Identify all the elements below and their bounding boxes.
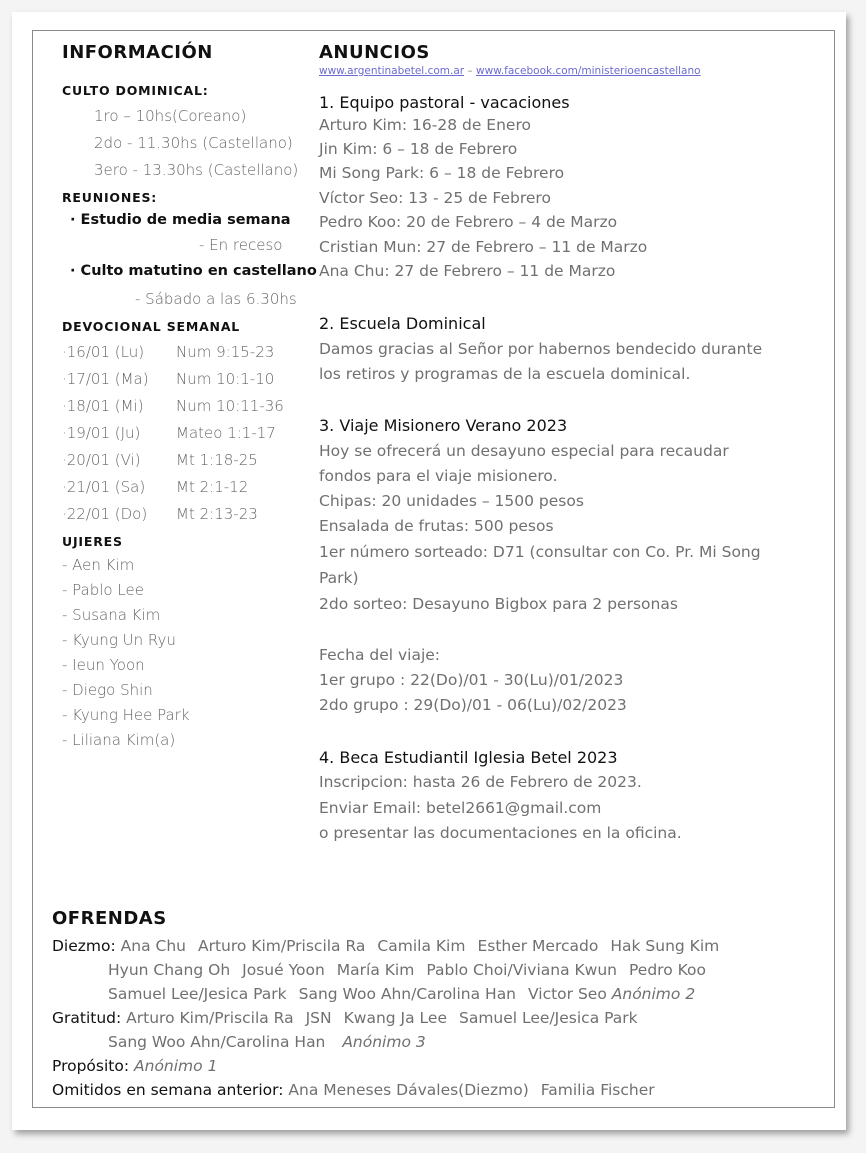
donor-name: JSN [305,1009,332,1027]
donor-name: Sang Woo Ahn/Carolina Han [298,985,517,1003]
diezmo-line [108,985,695,1003]
anuncios-title: ANUNCIOS [319,42,430,63]
anuncio-line: Víctor Seo: 13 - 25 de Febrero [319,189,551,207]
devocional-ref: Num 10:11-36 [176,397,284,415]
anuncio-line: Damos gracias al Señor por habernos bendecido durante [319,340,763,358]
donor-name: Esther Mercado [477,937,599,955]
reuniones-title: REUNIONES: [62,190,158,205]
proposito-line [52,1057,217,1075]
donor-name: Arturo Kim/Priscila Ra [126,1009,294,1027]
culto-item: 1ro – 10hs(Coreano) [94,107,247,125]
reunion-detail: - En receso [199,236,283,254]
donor-name: Sang Woo Ahn/Carolina Han [108,1033,326,1051]
anuncio-line: Pedro Koo: 20 de Febrero – 4 de Marzo [319,213,618,231]
donor-name: Samuel Lee/Jesica Park [459,1009,638,1027]
website-link[interactable]: www.argentinabetel.com.ar [319,65,465,77]
culto-item: 3ero - 13.30hs (Castellano) [94,161,299,179]
anuncio-line: Arturo Kim: 16-28 de Enero [319,116,531,134]
anuncio-line: Fecha del viaje: [319,646,441,664]
omitidos-line [52,1081,655,1099]
donor-name: Hak Sung Kim [610,937,720,955]
anuncio-4-title: 4. Beca Estudiantil Iglesia Betel 2023 [319,748,618,767]
anuncio-line: Enviar Email: betel2661@gmail.com [319,799,602,817]
anuncio-line: 2do sorteo: Desayuno Bigbox para 2 personas [319,595,678,613]
ujier-item: - Ieun Yoon [62,656,145,674]
donor-name: Kwang Ja Lee [343,1009,447,1027]
anuncio-line: Ana Chu: 27 de Febrero – 11 de Marzo [319,262,616,280]
anuncio-line: Park) [319,569,359,587]
info-title: INFORMACIÓN [62,42,213,63]
anuncio-line: Mi Song Park: 6 – 18 de Febrero [319,164,565,182]
donor-name: Samuel Lee/Jesica Park [108,985,287,1003]
ujier-item: - Susana Kim [62,606,161,624]
culto-title: CULTO DOMINICAL: [62,83,209,98]
ujier-item: - Diego Shin [62,681,153,699]
devocional-title: DEVOCIONAL SEMANAL [62,319,241,334]
reunion-name: · Estudio de media semana [70,212,291,228]
proposito-label: Propósito: [52,1057,130,1075]
ujieres-title: UJIERES [62,534,123,549]
anuncio-line: Chipas: 20 unidades – 1500 pesos [319,492,584,510]
anuncio-line: 1er grupo : 22(Do)/01 - 30(Lu)/01/2023 [319,671,624,689]
culto-item: 2do - 11.30hs (Castellano) [94,134,293,152]
facebook-link[interactable]: www.facebook.com/ministerioencastellano [476,65,701,77]
donor-name: Josué Yoon [242,961,325,979]
devocional-date: ·22/01 (Do) [62,505,148,523]
anuncio-line: Inscripcion: hasta 26 de Febrero de 2023. [319,773,642,791]
anuncio-line: 1er número sorteado: D71 (consultar con Co. Pr. Mi Song [319,543,761,561]
web-links [319,65,701,77]
anuncio-line: fondos para el viaje misionero. [319,467,558,485]
anuncio-line: los retiros y programas de la escuela dominical. [319,365,691,383]
devocional-date: ·18/01 (Mi) [62,397,144,415]
ujier-item: - Liliana Kim(a) [62,731,176,749]
donor-name: Victor Seo [528,985,607,1003]
anuncio-line: 2do grupo : 29(Do)/01 - 06(Lu)/02/2023 [319,696,627,714]
devocional-ref: Mt 2:13-23 [176,505,258,523]
donor-name: Ana Chu [120,937,186,955]
donor-name: Hyun Chang Oh [108,961,231,979]
anuncio-line: o presentar las documentaciones en la oficina. [319,824,682,842]
anonymous-donor: Anónimo 3 [342,1033,426,1051]
diezmo-label: Diezmo: [52,937,116,955]
donor-name: Ana Meneses Dávales(Diezmo) [288,1081,529,1099]
donor-name: Pedro Koo [629,961,706,979]
anuncio-1-title: 1. Equipo pastoral - vacaciones [319,93,570,112]
anuncio-line: Ensalada de frutas: 500 pesos [319,517,554,535]
devocional-date: ·21/01 (Sa) [62,478,146,496]
devocional-date: ·19/01 (Ju) [62,424,141,442]
anuncio-line: Jin Kim: 6 – 18 de Febrero [319,140,518,158]
gratitud-line [108,1033,426,1051]
anuncio-2-title: 2. Escuela Dominical [319,314,486,333]
link-separator: – [464,65,477,77]
donor-name: Arturo Kim/Priscila Ra [197,937,366,955]
donor-name: Camila Kim [377,937,466,955]
anuncio-line: Hoy se ofrecerá un desayuno especial para recaudar [319,442,729,460]
ujier-item: - Kyung Un Ryu [62,631,176,649]
devocional-ref: Mateo 1:1-17 [176,424,276,442]
ujier-item: - Pablo Lee [62,581,144,599]
reunion-name: · Culto matutino en castellano [70,263,317,279]
devocional-date: ·17/01 (Ma) [62,370,149,388]
ujier-item: - Kyung Hee Park [62,706,190,724]
gratitud-line [52,1009,650,1027]
devocional-ref: Num 10:1-10 [176,370,275,388]
anonymous-donor: Anónimo 1 [134,1057,218,1075]
donor-name: Pablo Choi/Viviana Kwun [426,961,617,979]
gratitud-label: Gratitud: [52,1009,122,1027]
anonymous-donor: Anónimo 2 [611,985,696,1003]
omitidos-label: Omitidos en semana anterior: [52,1081,284,1099]
reunion-detail: - Sábado a las 6.30hs [135,290,297,308]
diezmo-line [108,961,718,979]
diezmo-line [52,937,731,955]
devocional-ref: Mt 2:1-12 [176,478,249,496]
devocional-date: ·20/01 (Vi) [62,451,141,469]
ujier-item: - Aen Kim [62,556,135,574]
ofrendas-title: OFRENDAS [52,908,167,929]
anuncio-3-title: 3. Viaje Misionero Verano 2023 [319,416,568,435]
devocional-ref: Mt 1:18-25 [176,451,258,469]
devocional-date: ·16/01 (Lu) [62,343,145,361]
anuncio-line: Cristian Mun: 27 de Febrero – 11 de Marzo [319,238,648,256]
donor-name: Familia Fischer [540,1081,655,1099]
devocional-ref: Num 9:15-23 [176,343,275,361]
donor-name: María Kim [336,961,415,979]
